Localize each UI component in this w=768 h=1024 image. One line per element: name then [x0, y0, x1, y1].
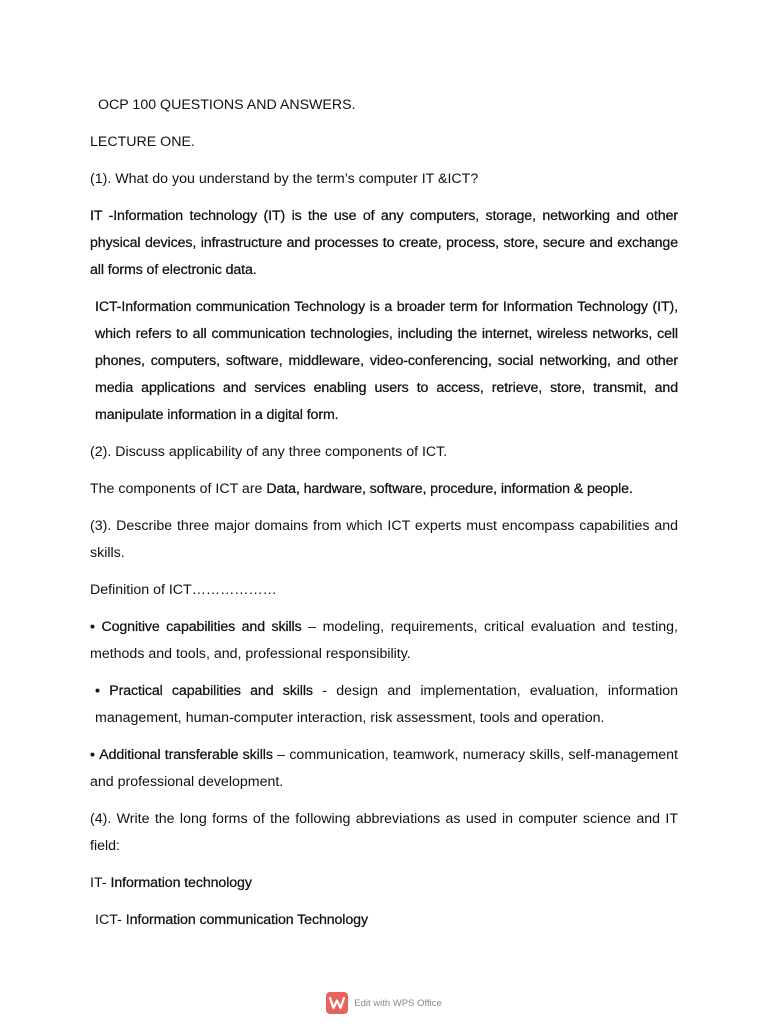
answer-2	[90, 476, 678, 503]
wps-logo-icon[interactable]	[326, 992, 348, 1014]
abbreviation-term: IT-	[90, 875, 111, 891]
bullet-marker: •	[90, 747, 95, 763]
question-3: (3). Describe three major domains from which ICT experts must encompass capabilities and skills.	[90, 518, 678, 561]
bullet-marker: •	[90, 619, 95, 635]
bullet-term: Cognitive capabilities and skills	[101, 619, 302, 635]
answer-2-prefix: The components of ICT are	[90, 481, 267, 497]
bullet-item-cognitive	[90, 614, 678, 668]
answer-1-ict: ICT-Information communication Technology is a broader term for Information Technology (IT), which refers to all communication technologies, including the internet, wireless networks, cell phones, computers, software, middleware, video-conferencing, social networking, and other media applications and services enabling users to access, retrieve, store, transmit, and manipulate information in a digital form.	[95, 299, 678, 423]
wps-footer-text[interactable]: Edit with WPS Office	[354, 997, 442, 1009]
bullet-marker: •	[95, 683, 100, 699]
bullet-item-transferable	[90, 742, 678, 796]
definition-line: Definition of ICT………………	[90, 582, 277, 598]
question-2: (2). Discuss applicability of any three components of ICT.	[90, 444, 448, 460]
document-title: OCP 100 QUESTIONS AND ANSWERS.	[98, 97, 356, 113]
bullet-description: – modeling, requirements, critical evaluation and testing, methods and tools, and, professional responsibility.	[90, 619, 678, 662]
bullet-description: - design and implementation, evaluation, information management, human-computer interaction, risk assessment, tools and operation.	[95, 683, 678, 726]
lecture-heading: LECTURE ONE.	[90, 134, 195, 150]
question-1: (1). What do you understand by the term’s computer IT &ICT?	[90, 171, 479, 187]
abbreviation-ict	[90, 907, 678, 934]
document-body	[90, 92, 678, 944]
answer-2-components: Data, hardware, software, procedure, information & people.	[266, 481, 633, 497]
bullet-description: – communication, teamwork, numeracy skills, self-management and professional development.	[90, 747, 678, 790]
abbreviation-long-form: Information technology	[110, 875, 252, 891]
bullet-term: Practical capabilities and skills	[109, 683, 313, 699]
abbreviation-it	[90, 870, 678, 897]
bullet-term: Additional transferable skills	[99, 747, 273, 763]
question-4: (4). Write the long forms of the following abbreviations as used in computer science and IT field:	[90, 811, 678, 854]
wps-footer[interactable]	[0, 991, 768, 1015]
abbreviation-long-form: Information communication Technology	[125, 912, 368, 928]
wps-w-glyph	[329, 996, 345, 1010]
abbreviation-term: ICT-	[95, 912, 126, 928]
answer-1-it: IT -Information technology (IT) is the use of any computers, storage, networking and other physical devices, infrastructure and processes to create, process, store, secure and exchange all forms of electronic data.	[90, 208, 678, 278]
bullet-item-practical	[90, 678, 678, 732]
